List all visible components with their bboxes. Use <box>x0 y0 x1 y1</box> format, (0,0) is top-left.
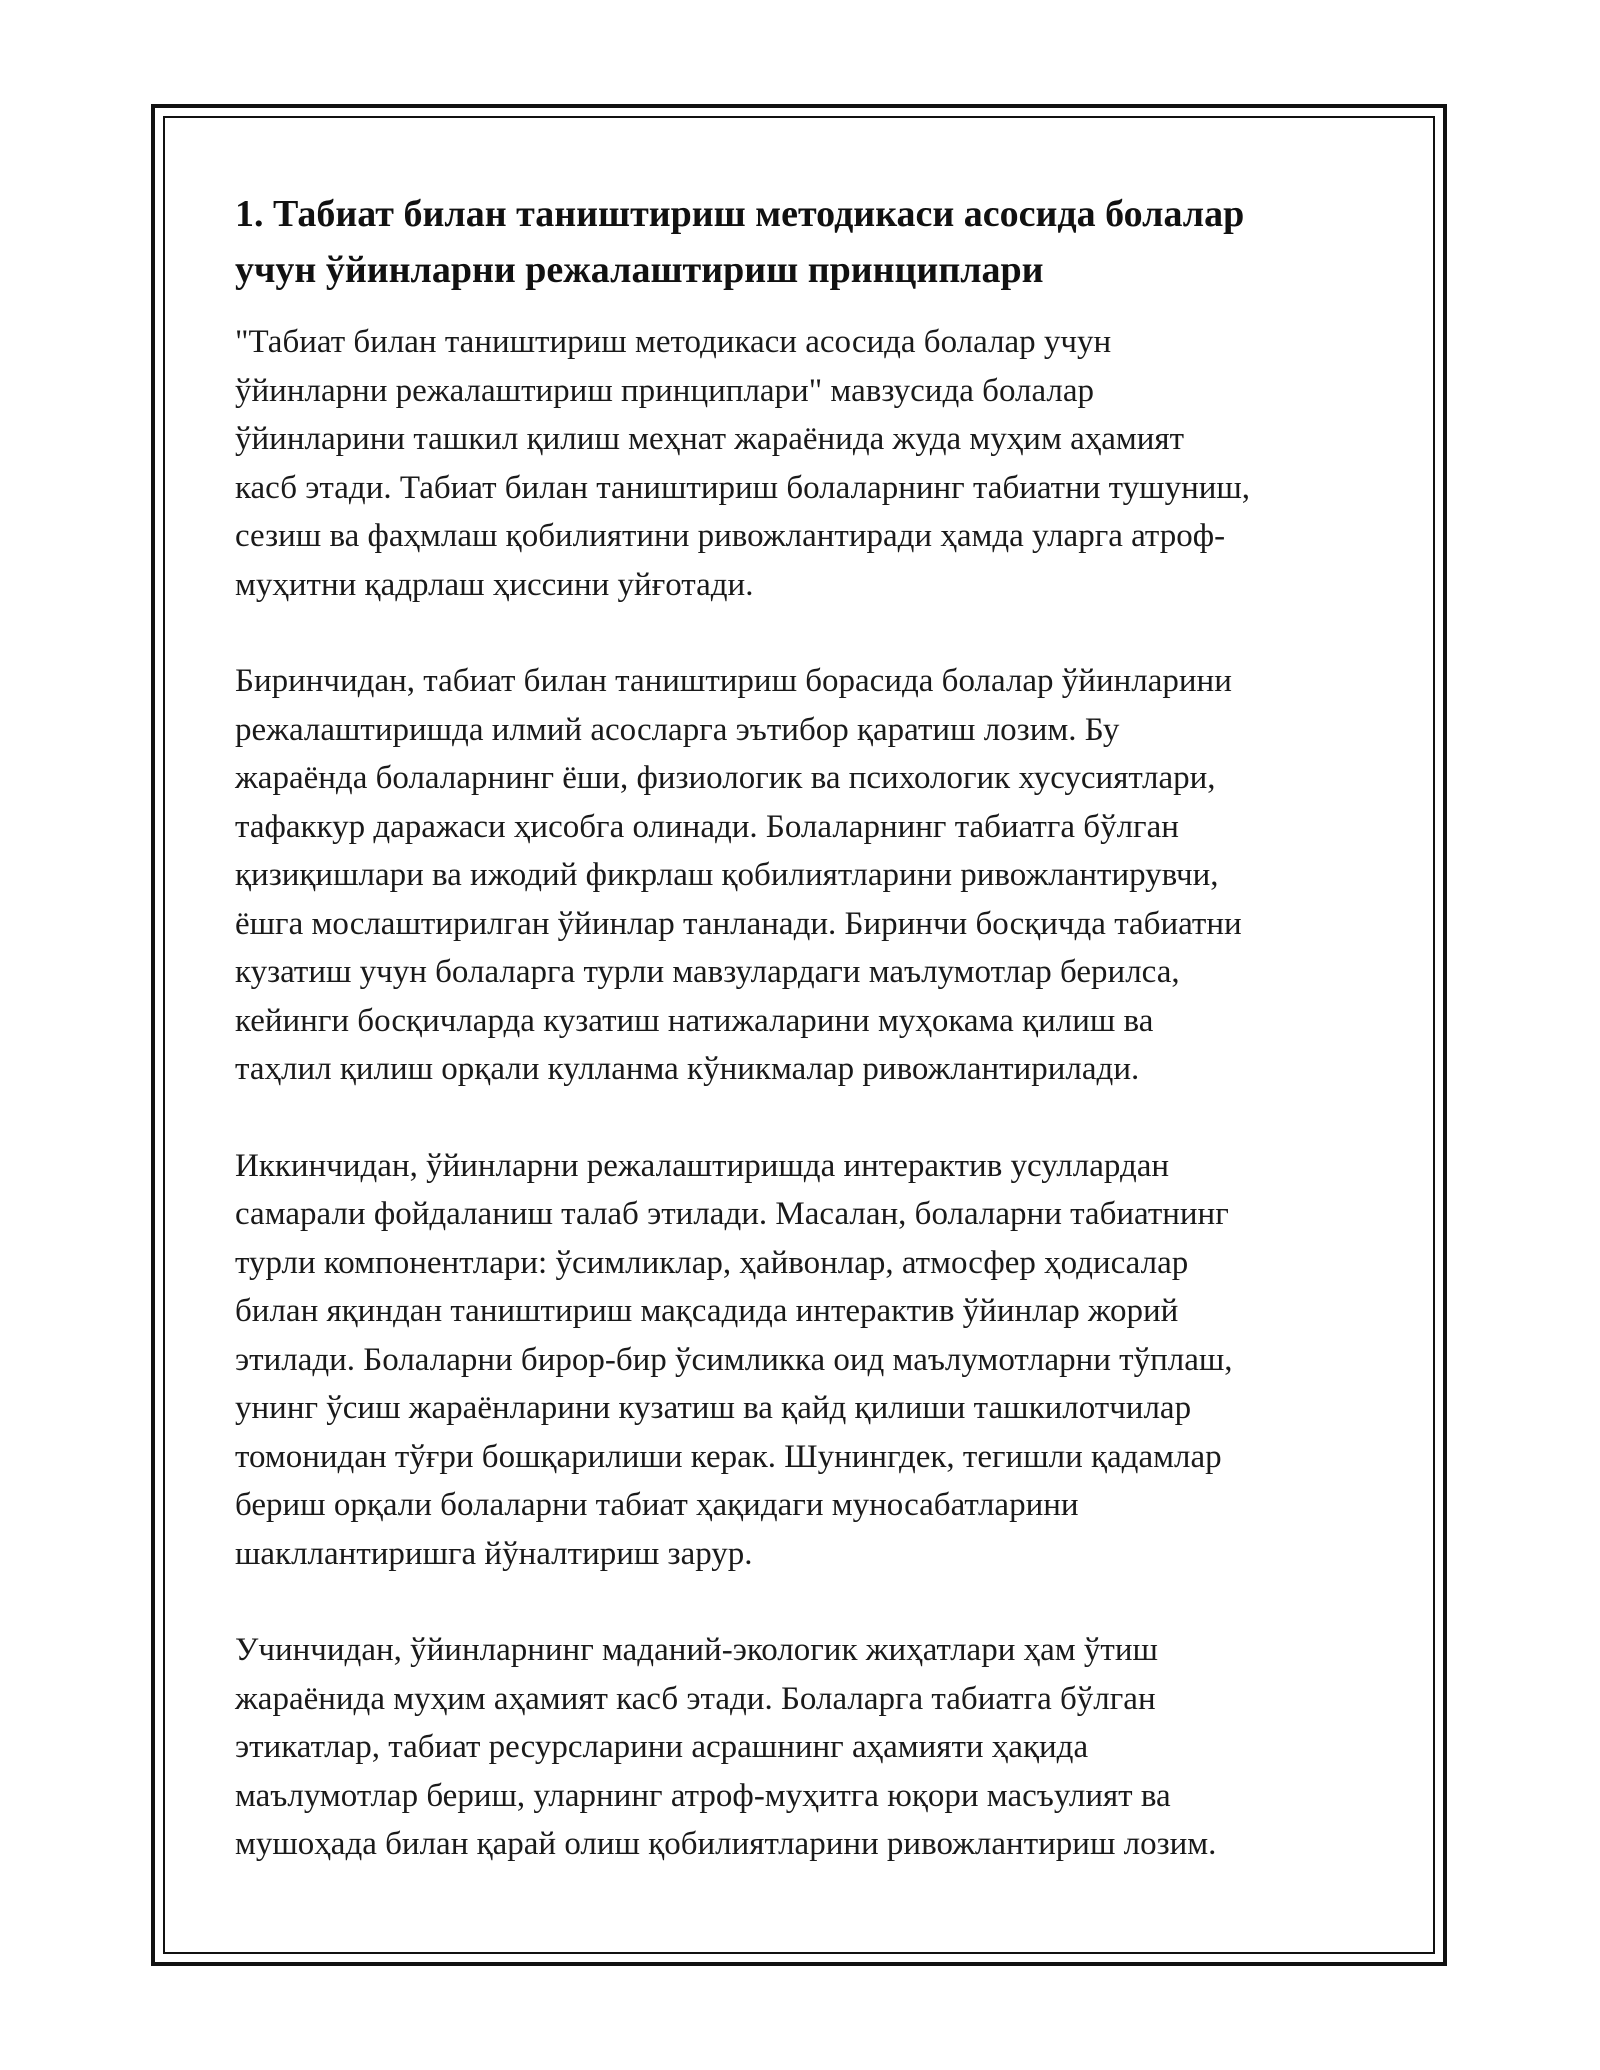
section-heading: 1. Табиат билан таништириш методикаси асосида болалар учун ўйинларни режалаштириш принциплари <box>235 193 1245 291</box>
paragraph-second: Иккинчидан, ўйинларни режалаштиришда интерактив усуллардан самарали фойдаланиш талаб этилади. Масалан, болаларни табиатнинг турли компонентлари: ўсимликлар, ҳайвонлар, атмосфер ҳодисалар билан яқиндан таништириш мақсадида интерактив ўйинлар жорий этилади. Болаларни бирор-бир ўсимликка оид маълумотларни тўплаш, унинг ўсиш жараёнларини кузатиш ва қайд қилиши ташкилотчилар томонидан тўғри бошқарилиши керак. Шунингдек, тегишли қадамлар бериш орқали болаларни табиат ҳақидаги муносабатларини шакллантиришга йўналтириш зарур. <box>235 1147 1233 1572</box>
paragraph-intro: "Табиат билан таништириш методикаси асосида болалар учун ўйинларни режалаштириш принциплари" мавзусида болалар ўйинларини ташкил қилиш меҳнат жараёнида жуда муҳим аҳамият касб этади. Табиат билан таништириш болаларнинг табиатни тушуниш, сезиш ва фаҳмлаш қобилиятини ривожлантиради ҳамда уларга атроф- муҳитни қадрлаш ҳиссини уйғотади. <box>235 324 1251 603</box>
document-body <box>235 186 1385 1917</box>
paragraph-first: Биринчидан, табиат билан таништириш борасида болалар ўйинларини режалаштиришда илмий асосларга эътибор қаратиш лозим. Бу жараёнда болаларнинг ёши, физиологик ва психологик хусусиятлари, тафаккур даражаси ҳисобга олинади. Болаларнинг табиатга бўлган қизиқишлари ва ижодий фикрлаш қобилиятларини ривожлантирувчи, ёшга мослаштирилган ўйинлар танланади. Биринчи босқичда табиатни кузатиш учун болаларга турли мавзулардаги маълумотлар берилса, кейинги босқичларда кузатиш натижаларини муҳокама қилиш ва таҳлил қилиш орқали кулланма кўникмалар ривожлантирилади. <box>235 663 1242 1087</box>
paragraph-third: Учинчидан, ўйинларнинг маданий-экологик жиҳатлари ҳам ўтиш жараёнида муҳим аҳамият касб этади. Болаларга табиатга бўлган этикатлар, табиат ресурсларини асрашнинг аҳамияти ҳақида маълумотлар бериш, уларнинг атроф-муҳитга юқори масъулият ва мушоҳада билан қарай олиш қобилиятларини ривожлантириш лозим. <box>235 1632 1217 1862</box>
